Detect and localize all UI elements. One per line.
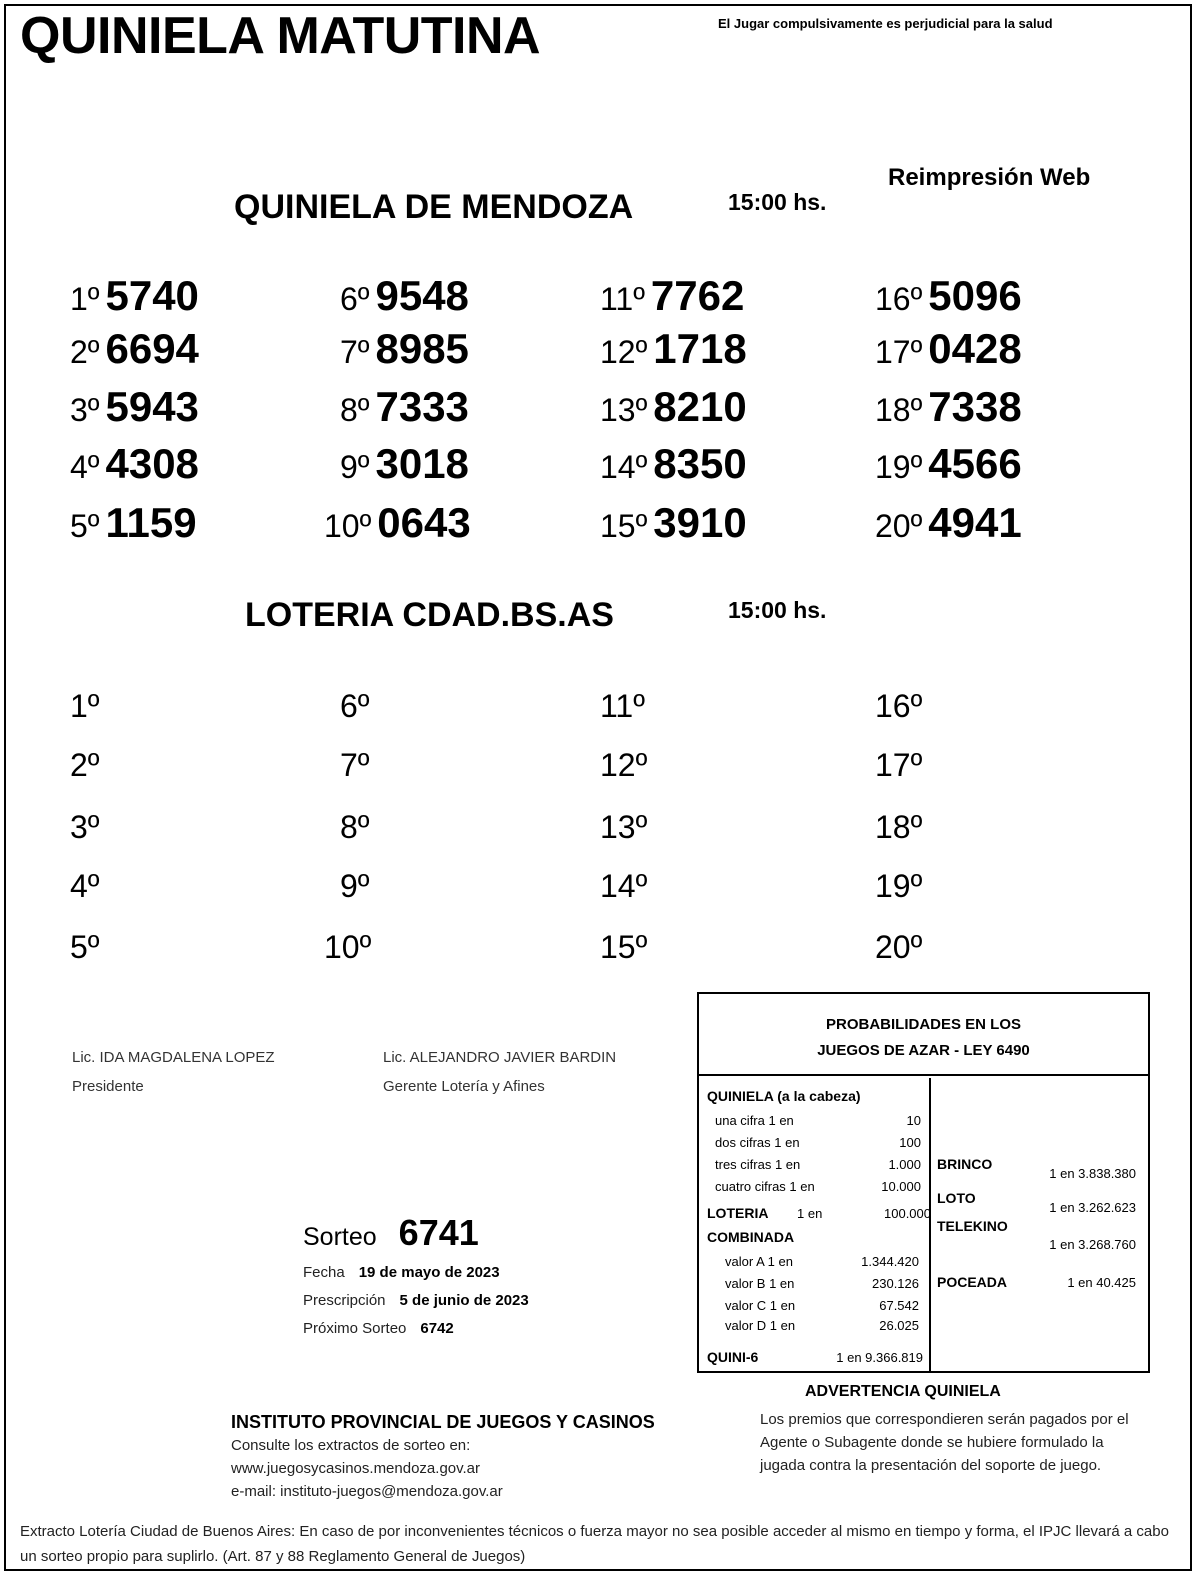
quini6-value: 1 en 9.366.819 [836, 1350, 923, 1365]
result-number: 5096 [928, 272, 1022, 319]
loteria-position: 17º [875, 747, 923, 783]
quiniela-prob-label: tres cifras 1 en [715, 1157, 801, 1172]
signature-left-role: Presidente [72, 1078, 144, 1095]
loteria-position: 16º [875, 688, 923, 724]
brinco-label: BRINCO [937, 1156, 993, 1172]
signature-left-name: Lic. IDA MAGDALENA LOPEZ [72, 1049, 275, 1066]
instituto-title: INSTITUTO PROVINCIAL DE JUEGOS Y CASINOS [231, 1412, 655, 1432]
result-number: 8210 [653, 383, 747, 430]
loteria-title: LOTERIA CDAD.BS.AS [245, 596, 614, 634]
probabilities-title-1: PROBABILIDADES EN LOS [825, 1016, 1021, 1033]
sorteo-block [303, 1212, 479, 1254]
quiniela-prob-label: cuatro cifras 1 en [715, 1179, 815, 1194]
loteria-position: 7º [340, 747, 370, 783]
mendoza-result [875, 499, 1022, 547]
result-position: 3º [70, 392, 100, 428]
loteria-position: 8º [340, 809, 370, 845]
loteria-prob-en: 1 en [797, 1206, 823, 1221]
quiniela-prob-value: 1.000 [888, 1157, 921, 1172]
combinada-prob-value: 67.542 [879, 1298, 919, 1313]
mendoza-result [875, 383, 1022, 431]
mendoza-result [600, 383, 747, 431]
result-position: 19º [875, 449, 923, 485]
result-number: 6694 [105, 325, 199, 372]
fecha-value: 19 de mayo de 2023 [358, 1264, 500, 1281]
result-position: 18º [875, 392, 923, 428]
result-position: 4º [70, 449, 100, 485]
signature-right-role: Gerente Lotería y Afines [383, 1078, 545, 1095]
loteria-position: 12º [600, 747, 648, 783]
loteria-position: 6º [340, 688, 370, 724]
loteria-position: 13º [600, 809, 648, 845]
telekino-label: TELEKINO [937, 1218, 1008, 1234]
combinada-prob-value: 230.126 [872, 1276, 919, 1291]
result-number: 4941 [928, 499, 1022, 546]
result-position: 8º [340, 392, 370, 428]
result-number: 7762 [650, 272, 745, 319]
result-number: 0643 [377, 499, 471, 546]
mendoza-result [875, 272, 1022, 320]
loteria-position: 20º [875, 929, 923, 965]
telekino-value: 1 en 3.268.760 [1049, 1237, 1136, 1252]
result-position: 16º [875, 281, 923, 317]
loteria-position: 15º [600, 929, 648, 965]
combinada-prob-value: 1.344.420 [861, 1254, 919, 1269]
result-position: 11º [600, 281, 645, 317]
loteria-position: 10º [324, 929, 372, 965]
loteria-position: 9º [340, 868, 370, 904]
result-number: 9548 [375, 272, 469, 319]
result-position: 1º [70, 281, 100, 317]
combinada-prob-label: valor A 1 en [725, 1254, 793, 1269]
probabilities-left-column [699, 1078, 931, 1371]
result-number: 5740 [105, 272, 199, 319]
footer-note: Extracto Lotería Ciudad de Buenos Aires: En caso de por inconvenientes técnicos o fuerza mayor no sea posible acceder al mismo en tiempo y forma, el IPJC llevará a cabo un sorteo propio para suplirlo. (Art. 87 y 88 Reglamento General de Juegos) [20, 1523, 1169, 1565]
result-position: 15º [600, 508, 648, 544]
result-position: 5º [70, 508, 100, 544]
result-position: 7º [340, 334, 370, 370]
mendoza-result [340, 325, 469, 373]
prescripcion-label: Prescripción [303, 1292, 386, 1309]
quiniela-prob-value: 10.000 [881, 1179, 921, 1194]
result-number: 7338 [928, 383, 1022, 430]
reprint-label: Reimpresión Web [888, 164, 1091, 191]
probabilities-box [697, 992, 1150, 1373]
mendoza-result [600, 272, 744, 320]
loteria-position: 19º [875, 868, 923, 904]
instituto-website: www.juegosycasinos.mendoza.gov.ar [231, 1460, 481, 1477]
result-position: 9º [340, 449, 370, 485]
result-position: 6º [340, 281, 370, 317]
result-number: 8985 [375, 325, 469, 372]
mendoza-time: 15:00 hs. [728, 189, 827, 215]
sorteo-label: Sorteo [303, 1223, 377, 1251]
probabilities-title-2: JUEGOS DE AZAR - LEY 6490 [817, 1042, 1030, 1059]
result-position: 12º [600, 334, 648, 370]
mendoza-result [324, 499, 471, 547]
result-position: 2º [70, 334, 100, 370]
loteria-position: 1º [70, 688, 100, 724]
advertencia-title: ADVERTENCIA QUINIELA [805, 1383, 1001, 1400]
probabilities-header [699, 994, 1148, 1076]
loteria-prob-value: 100.000 [884, 1206, 931, 1221]
mendoza-result [600, 440, 747, 488]
poceada-label: POCEADA [937, 1274, 1008, 1290]
mendoza-result [340, 272, 469, 320]
sorteo-number: 6741 [398, 1212, 479, 1253]
instituto-line-1: Consulte los extractos de sorteo en: [231, 1437, 471, 1454]
advertencia-text: Los premios que correspondieren serán pagados por el Agente o Subagente donde se hubiere formulado la jugada contra la presentación del soporte de juego. [760, 1411, 1129, 1474]
combinada-prob-title: COMBINADA [707, 1229, 795, 1245]
result-position: 10º [324, 508, 372, 544]
quiniela-prob-title: QUINIELA (a la cabeza) [707, 1088, 861, 1104]
mendoza-result [340, 383, 469, 431]
combinada-prob-value: 26.025 [879, 1318, 919, 1333]
loteria-position: 3º [70, 809, 100, 845]
signature-left [72, 1043, 275, 1101]
quiniela-prob-label: una cifra 1 en [715, 1113, 794, 1128]
loteria-position: 5º [70, 929, 100, 965]
quiniela-prob-label: dos cifras 1 en [715, 1135, 800, 1150]
mendoza-result [70, 325, 199, 373]
result-number: 1718 [653, 325, 747, 372]
loto-value: 1 en 3.262.623 [1049, 1200, 1136, 1215]
result-number: 4308 [105, 440, 199, 487]
quiniela-prob-value: 100 [899, 1135, 921, 1150]
mendoza-result [600, 325, 747, 373]
result-number: 7333 [375, 383, 469, 430]
result-number: 0428 [928, 325, 1022, 372]
mendoza-result [875, 440, 1022, 488]
result-position: 20º [875, 508, 923, 544]
poceada-value: 1 en 40.425 [1067, 1275, 1136, 1290]
combinada-prob-label: valor C 1 en [725, 1298, 796, 1313]
page-title: QUINIELA MATUTINA [20, 7, 541, 65]
result-number: 5943 [105, 383, 199, 430]
loteria-position: 11º [600, 688, 645, 724]
prescripcion-value: 5 de junio de 2023 [399, 1292, 529, 1309]
result-number: 4566 [928, 440, 1022, 487]
mendoza-result [600, 499, 747, 547]
mendoza-result [340, 440, 469, 488]
combinada-prob-label: valor B 1 en [725, 1276, 795, 1291]
result-number: 3910 [653, 499, 747, 546]
health-warning: El Jugar compulsivamente es perjudicial para la salud [718, 16, 1053, 31]
fecha-row [303, 1264, 500, 1281]
instituto-email: e-mail: instituto-juegos@mendoza.gov.ar [231, 1483, 503, 1500]
result-position: 17º [875, 334, 923, 370]
mendoza-title: QUINIELA DE MENDOZA [234, 188, 634, 226]
mendoza-result [875, 325, 1022, 373]
result-number: 3018 [375, 440, 469, 487]
quiniela-prob-value: 10 [906, 1113, 921, 1128]
loteria-position: 18º [875, 809, 923, 845]
loto-label: LOTO [937, 1190, 976, 1206]
signature-right [383, 1043, 616, 1101]
mendoza-result [70, 383, 199, 431]
loteria-position: 2º [70, 747, 100, 783]
loteria-position: 4º [70, 868, 100, 904]
result-number: 8350 [653, 440, 747, 487]
proximo-row [303, 1320, 454, 1337]
mendoza-result [70, 272, 199, 320]
quini6-label: QUINI-6 [707, 1349, 759, 1365]
fecha-label: Fecha [303, 1264, 345, 1281]
result-position: 14º [600, 449, 648, 485]
combinada-prob-label: valor D 1 en [725, 1318, 796, 1333]
signature-right-name: Lic. ALEJANDRO JAVIER BARDIN [383, 1049, 617, 1066]
result-number: 1159 [105, 499, 197, 546]
proximo-value: 6742 [420, 1320, 454, 1337]
loteria-time: 15:00 hs. [728, 597, 827, 623]
prescripcion-row [303, 1292, 529, 1309]
brinco-value: 1 en 3.838.380 [1049, 1166, 1136, 1181]
proximo-label: Próximo Sorteo [303, 1320, 407, 1337]
loteria-prob-label: LOTERIA [707, 1205, 769, 1221]
result-position: 13º [600, 392, 648, 428]
mendoza-result [70, 440, 199, 488]
loteria-position: 14º [600, 868, 648, 904]
mendoza-result [70, 499, 197, 547]
